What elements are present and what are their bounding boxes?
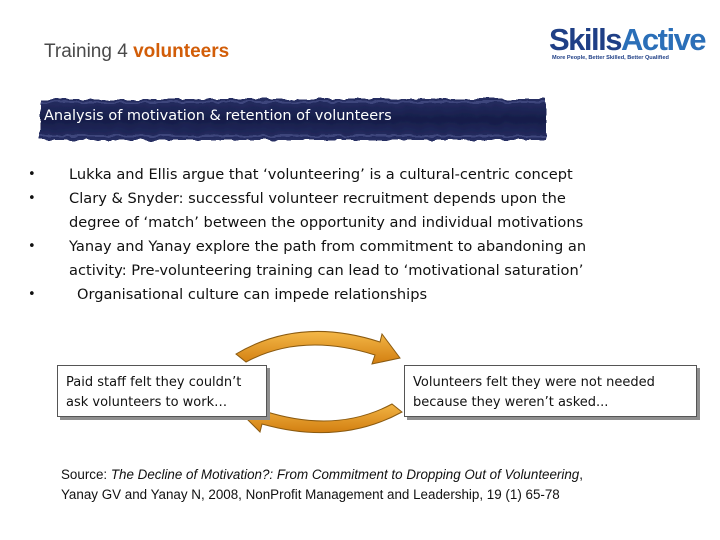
- banner-text: Analysis of motivation & retention of volunteers: [44, 108, 392, 124]
- bullet-item: [28, 283, 678, 307]
- bullet-line: degree of ‘match’ between the opportunity and individual motivations: [69, 214, 584, 231]
- logo-word-part1: Skills: [549, 22, 621, 57]
- source-citation: [61, 465, 701, 505]
- paid-staff-box: [57, 365, 267, 417]
- title-prefix: Training 4: [44, 41, 128, 62]
- logo-tagline: More People, Better Skilled, Better Qualified: [552, 55, 669, 61]
- volunteers-line: because they weren’t asked...: [413, 395, 609, 410]
- volunteers-line: Volunteers felt they were not needed: [413, 375, 655, 390]
- skillsactive-logo: [549, 22, 706, 68]
- top-cycle-arrow: [236, 331, 400, 364]
- slide-title: [44, 41, 229, 63]
- title-accent: volunteers: [133, 41, 230, 62]
- bullet-list: [28, 163, 678, 307]
- volunteers-box: [404, 365, 697, 417]
- source-label: Source:: [61, 467, 111, 482]
- source-details: Yanay GV and Yanay N, 2008, NonProfit Management and Leadership, 19 (1) 65-78: [61, 487, 560, 502]
- paid-staff-line: Paid staff felt they couldn’t: [66, 375, 242, 390]
- logo-word-part2: Active: [621, 22, 706, 57]
- source-title-punct: ,: [579, 467, 583, 482]
- paid-staff-line: ask volunteers to work…: [66, 395, 228, 410]
- bullet-line: Lukka and Ellis argue that ‘volunteering’ is a cultural-centric concept: [69, 166, 573, 183]
- bullet-marker: •: [28, 239, 36, 254]
- bullet-line: Clary & Snyder: successful volunteer recruitment depends upon the: [69, 190, 566, 207]
- bullet-item: [28, 187, 678, 235]
- source-title: The Decline of Motivation?: From Commitment to Dropping Out of Volunteering: [110, 467, 580, 482]
- bullet-line: Yanay and Yanay explore the path from commitment to abandoning an: [69, 238, 587, 255]
- section-banner: [36, 95, 550, 144]
- logo-wordmark: [549, 22, 705, 58]
- bullet-line: activity: Pre-volunteering training can lead to ‘motivational saturation’: [69, 262, 584, 279]
- bullet-marker: •: [28, 191, 36, 206]
- bullet-line: Organisational culture can impede relationships: [77, 286, 428, 303]
- bullet-item: [28, 163, 678, 187]
- bullet-marker: •: [28, 287, 36, 302]
- bullet-item: [28, 235, 678, 283]
- bullet-marker: •: [28, 167, 36, 182]
